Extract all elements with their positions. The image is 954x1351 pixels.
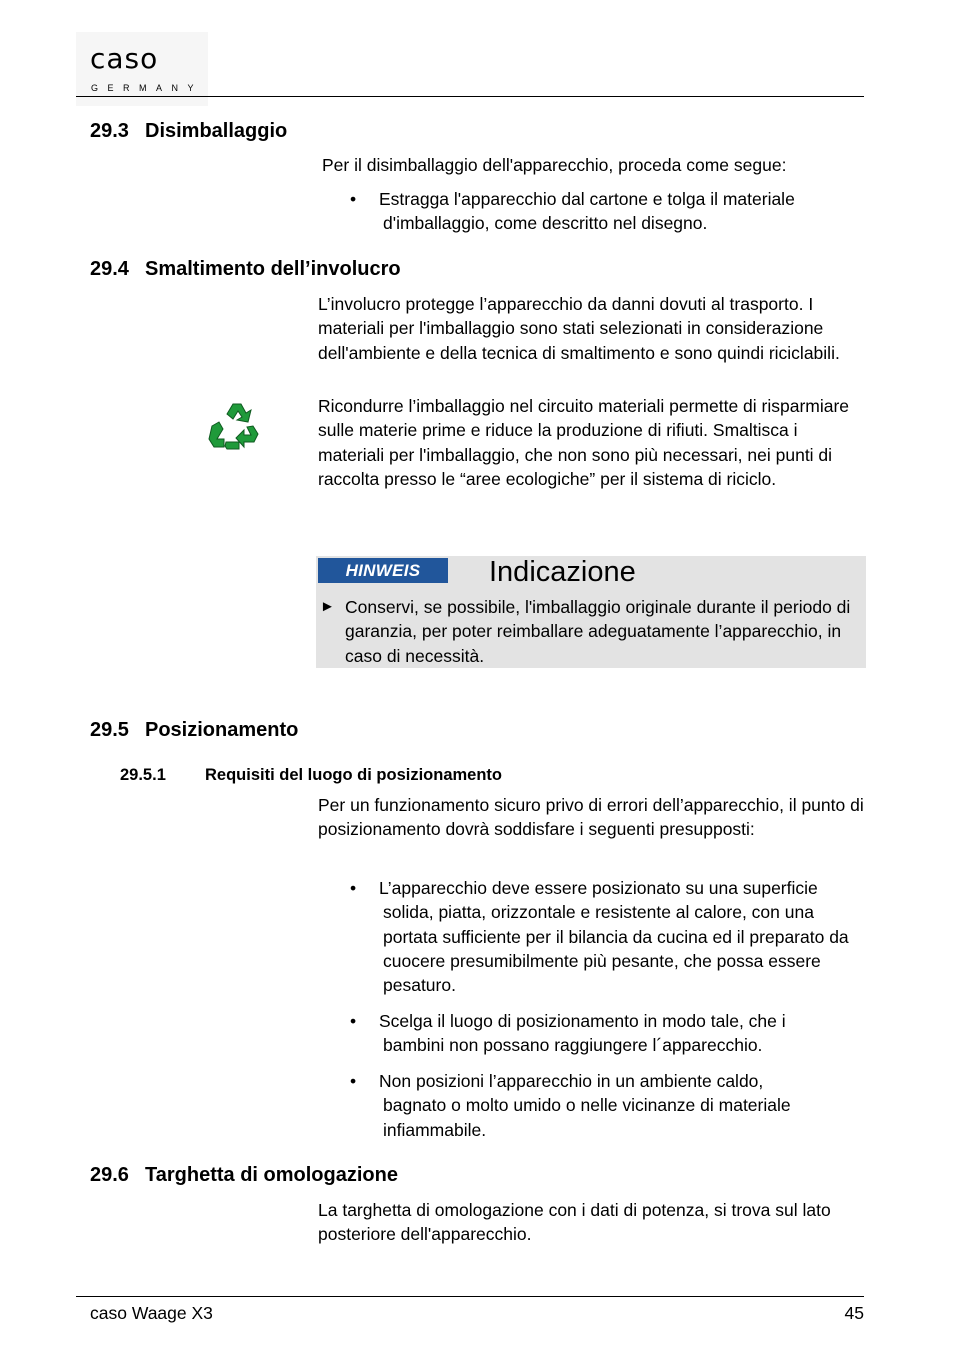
heading-29-4: [90, 257, 401, 281]
note-title: Indicazione: [489, 556, 636, 588]
footer-rule: [76, 1296, 864, 1297]
note-badge: HINWEIS: [318, 558, 448, 583]
list-item-text-continued: bagnato o molto umido o nelle vicinanze di materiale infiammabile.: [383, 1095, 791, 1140]
list-item-text: Scelga il luogo di posizionamento in modo tale, che i: [379, 1011, 786, 1031]
page-number: 45: [844, 1303, 864, 1323]
heading-29-5-1: [120, 765, 502, 785]
heading-title: Smaltimento dell’involucro: [145, 258, 401, 280]
paragraph-unpacking-intro: Per il disimballaggio dell'apparecchio, proceda come segue:: [322, 155, 787, 175]
arrow-right-icon: ►: [320, 598, 335, 615]
heading-number: 29.5.1: [120, 766, 166, 784]
heading-title: Targhetta di omologazione: [145, 1164, 398, 1186]
bullet-dot: •: [350, 1011, 357, 1031]
heading-29-6: [90, 1163, 398, 1187]
note-text: Conservi, se possibile, l'imballaggio originale durante il periodo di garanzia, per poter reimballare adeguatamente l’apparecchio, in caso di necessità.: [345, 597, 851, 666]
logo-wordmark: caso: [90, 42, 159, 75]
note-body: [318, 595, 858, 668]
bullet-dot: •: [350, 189, 357, 209]
list-item-text: Non posizioni l’apparecchio in un ambiente caldo,: [379, 1071, 764, 1091]
paragraph-placement-intro: Per un funzionamento sicuro privo di errori dell’apparecchio, il punto di posizionamento dovrà soddisfare i seguenti presupposti:: [318, 795, 864, 840]
list-item-text-continued: d'imballaggio, come descritto nel disegno.: [383, 213, 708, 234]
heading-title: Posizionamento: [145, 719, 299, 741]
list-item-text: Estragga l'apparecchio dal cartone e tolga il materiale: [379, 189, 795, 209]
list-item-text-continued: solida, piatta, orizzontale e resistente al calore, con una portata sufficiente per il bilancia da cucina ed il preparato da cuocere presumibilmente più pesante, che possa essere pesaturo.: [383, 902, 849, 996]
logo-subtitle: GERMANY: [91, 83, 204, 93]
heading-title: Disimballaggio: [145, 120, 288, 142]
list-item: [350, 876, 865, 997]
paragraph-recycling: Ricondurre l’imballaggio nel circuito materiali permette di risparmiare sulle materie prime e riduce la produzione di rifiuti. Smaltisca i materiali per l'imballaggio, che non sono più necessari, nei punti di raccolta presso le “aree ecologiche” per il sistema di riciclo.: [318, 396, 850, 489]
list-item: [350, 1009, 865, 1058]
heading-number: 29.5: [90, 719, 129, 741]
heading-title: Requisiti del luogo di posizionamento: [205, 766, 502, 784]
recycle-icon: [206, 402, 260, 452]
heading-number: 29.6: [90, 1164, 129, 1186]
heading-number: 29.4: [90, 258, 129, 280]
list-item: [350, 1069, 865, 1142]
list-item-text: L’apparecchio deve essere posizionato su una superficie: [379, 878, 818, 898]
paragraph-packaging-protection: L’involucro protegge l’apparecchio da danni dovuti al trasporto. I materiali per l'imballaggio sono stati selezionati in considerazione dell'ambiente e della tecnica di smaltimento e sono quindi riciclabili.: [318, 294, 840, 363]
paragraph-rating-plate: La targhetta di omologazione con i dati di potenza, si trova sul lato posteriore dell'apparecchio.: [318, 1200, 831, 1245]
list-item-text-continued: bambini non possano raggiungere l´apparecchio.: [383, 1035, 763, 1056]
list-item: [350, 187, 865, 236]
heading-29-5: [90, 718, 298, 742]
heading-29-3: [90, 119, 287, 143]
bullet-dot: •: [350, 878, 357, 898]
bullet-dot: •: [350, 1071, 357, 1091]
footer-product: caso Waage X3: [90, 1303, 213, 1323]
heading-number: 29.3: [90, 120, 129, 142]
header-rule: [76, 96, 864, 97]
